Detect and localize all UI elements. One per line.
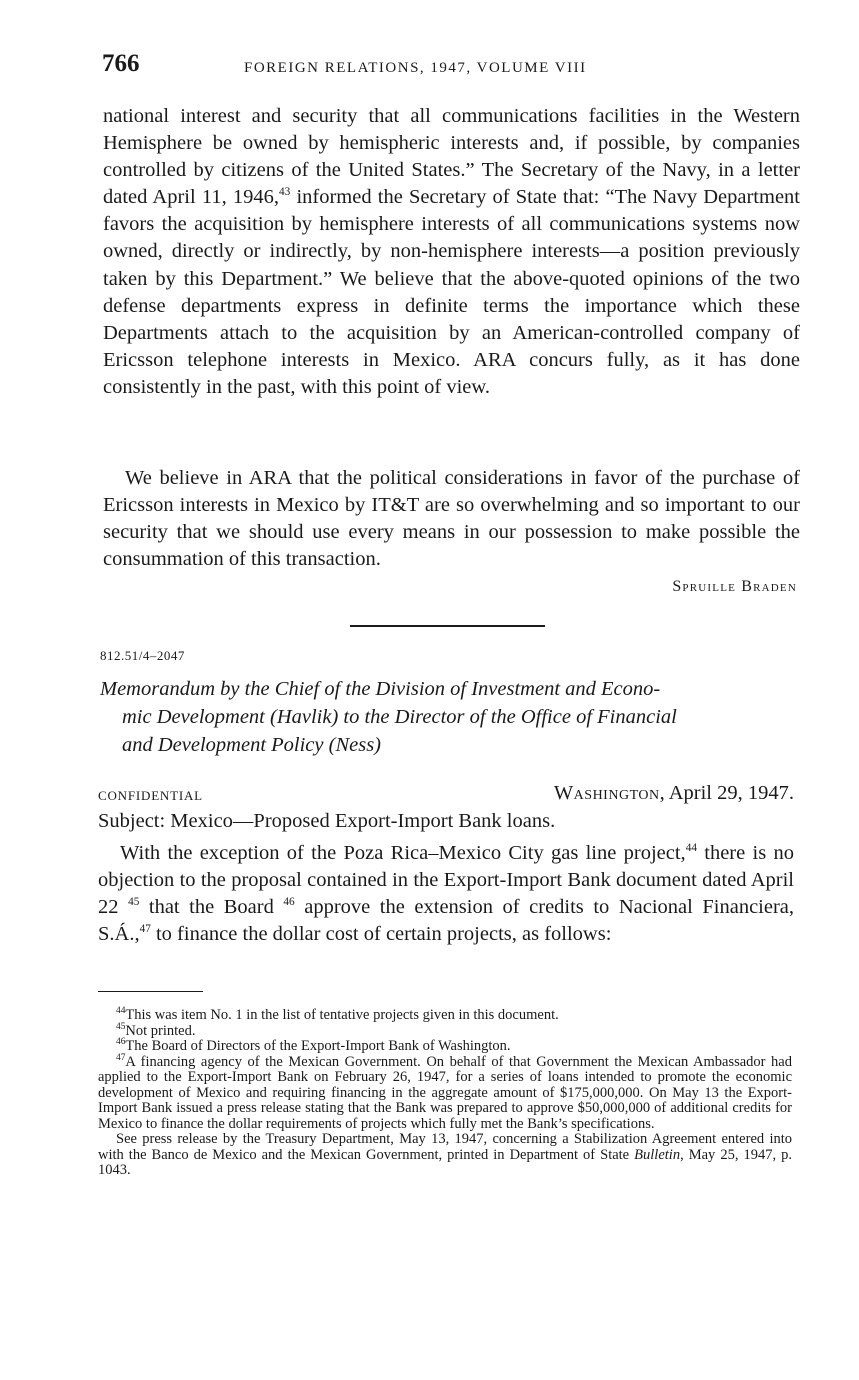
footnote-ref-43: 43 [279,186,291,199]
footnote-text: , May 25, 1947, p. 1043. [98,1146,792,1178]
subject-line: Subject: Mexico—Proposed Export-Import Bank loans. [98,810,556,832]
classification-label: CONFIDENTIAL [98,788,203,803]
footnote-text: See press release by the Treasury Department, May 13, 1947, concerning a Stabilization Agreement entered into with the Banco de Mexico and the Mexican Government, printed in Department of State [98,1131,792,1163]
footnote-number: 45 [116,1021,126,1032]
footnote-ref-46: 46 [283,896,295,909]
footnote-46 [98,1039,792,1055]
signature: Spruille Braden [672,578,797,595]
paragraph-text: informed the Secretary of State that: “The Navy Department favors the acquisition by hemisphere interests of all communications systems now owned, directly or indirectly, by non-hemisphere interests—a position previously taken by this Department.” We believe that the above-quoted opinions of the two defense departments express in definite terms the importance which these Departments attach to the acquisition by an American-controlled company of Ericsson telephone interests in Mexico. ARA concurs fully, as it has done consistently in the past, with this point of view. [103,186,800,398]
dateline-date: , April 29, 1947. [659,782,794,804]
footnote-47 [98,1052,792,1133]
page-number: 766 [102,50,140,77]
section-divider [350,625,545,627]
footnote-text: Not printed. [125,1022,196,1039]
title-line: mic Development (Havlik) to the Director of the Office of Financial [122,706,677,728]
page-header [102,50,802,86]
footnote-text: The Board of Directors of the Export-Import Bank of Washington. [125,1038,511,1054]
document-file-id: 812.51/4–2047 [100,648,185,663]
footnote-text: This was item No. 1 in the list of tentative projects given in this document. [125,1007,559,1023]
footnote-47-continued [98,1132,792,1179]
paragraph-memo-body [98,840,794,948]
title-line: and Development Policy (Ness) [122,734,382,756]
footnote-number: 46 [116,1037,126,1048]
paragraph-ara-conclusion: We believe in ARA that the political considerations in favor of the purchase of Ericsson interests in Mexico by IT&T are so overwhelming and so important to our security that we should use every means in our possession to make possible the consummation of this transaction. [103,467,800,571]
paragraph-text: With the exception of the Poza Rica–Mexico City gas line project, [120,842,686,864]
paragraph-text: there is no objection to the proposal contained in the Export-Import Bank document dated April 22 [98,842,794,919]
footnote-number: 47 [116,1052,126,1063]
footnote-ref-47: 47 [139,923,151,936]
footnote-45 [98,1021,792,1040]
paragraph-continued [103,103,800,401]
footnote-ref-45: 45 [128,896,140,909]
footnote-44 [98,1008,792,1024]
paragraph-text: national interest and security that all communications facilities in the Western Hemisphere be owned by hemispheric interests and, if possible, by companies controlled by citizens of the United States.” The Secretary of the Navy, in a letter dated April 11, 1946, [103,105,800,209]
footnote-ref-44: 44 [685,842,697,855]
classification-date-line [98,782,798,810]
footnote-rule [98,991,203,992]
running-head: FOREIGN RELATIONS, 1947, VOLUME VIII [244,60,587,76]
paragraph-text: that the Board [139,896,274,919]
footnotes [98,1008,792,1179]
paragraph-text: to finance the dollar cost of certain projects, as follows: [150,923,612,946]
footnote-number: 44 [116,1006,126,1017]
dateline [554,782,794,805]
footnote-text: A financing agency of the Mexican Government. On behalf of that Government the Mexican Ambassador had applied to the Export-Import Bank on February 26, 1947, for a series of loans intended to promote the economic development of Mexico and requiring financing in the aggregate amount of $175,000,000. On May 13 the Export-Import Bank issued a press release stating that the Bank was prepared to approve $50,000,000 of additional credits for Mexico to finance the dollar requirements of projects which fully met the Bank’s specifications. [98,1053,792,1132]
document-title [100,675,800,759]
publication-title: Bulletin [634,1146,681,1163]
title-line: Memorandum by the Chief of the Division of Investment and Econo- [100,678,661,700]
dateline-city: Washington [553,782,660,804]
paragraph-text: approve the extension of credits to Nacional Financiera, S.Á., [98,896,795,946]
